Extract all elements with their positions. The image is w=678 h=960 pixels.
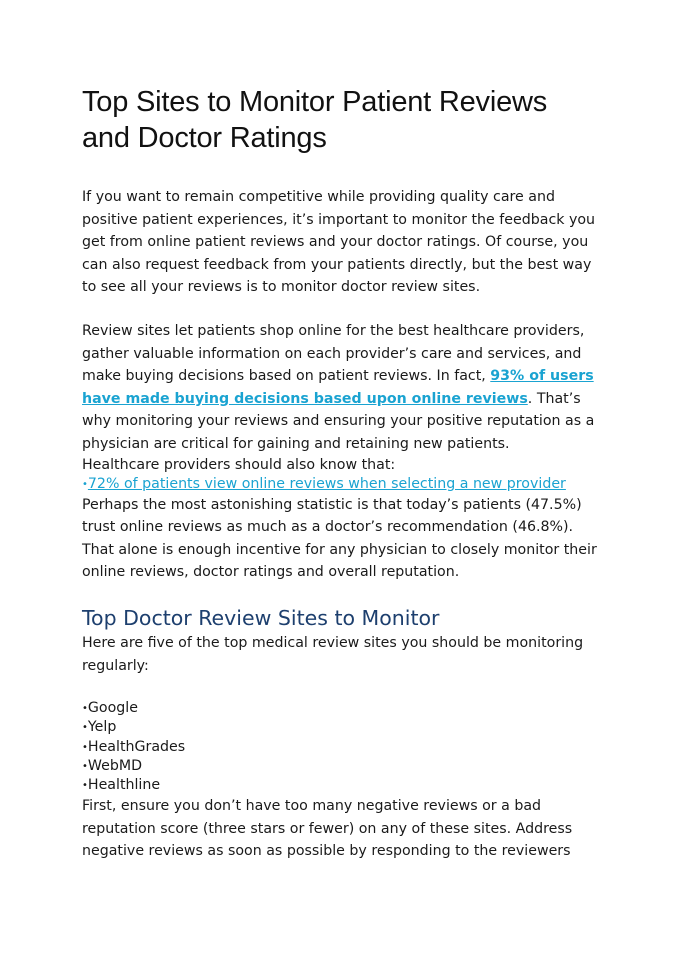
list-item (82, 757, 602, 776)
page-title: Top Sites to Monitor Patient Reviews and Doctor Ratings (82, 86, 548, 154)
list-bullet: • (82, 741, 88, 753)
list-bullet: • (82, 779, 88, 791)
site-label: HealthGrades (87, 738, 186, 755)
list-item (82, 776, 602, 795)
section-heading: Top Doctor Review Sites to Monitor (82, 605, 440, 630)
list-bullet: • (82, 722, 88, 734)
buying-decisions-link[interactable]: have made buying decisions based upon online reviews (82, 390, 528, 407)
know-that-line: Healthcare providers should also know that: (82, 456, 396, 473)
patients-view-reviews-link[interactable]: 72% of patients view online reviews when selecting a new provider (87, 475, 566, 492)
site-label: Yelp (87, 719, 117, 736)
list-bullet: • (82, 760, 88, 772)
review-sites-text-after: . That’s why monitoring your reviews and ensuring your positive reputation as a physician are critical for gaining and retaining new patients. (82, 390, 595, 452)
review-sites-paragraph (82, 320, 602, 456)
list-bullet: • (82, 703, 88, 715)
astonishing-paragraph: Perhaps the most astonishing statistic is that today’s patients (47.5%) trust online reviews as much as a doctor’s recommendation (46.8%). That alone is enough incentive for any physician to closely monitor their online reviews, doctor ratings and overall reputation. (82, 496, 597, 581)
site-label: WebMD (87, 757, 143, 774)
site-label: Google (87, 700, 138, 717)
site-label: Healthline (87, 776, 161, 793)
list-item (82, 738, 602, 757)
stat-bullet-line (82, 475, 602, 494)
document-page (82, 84, 602, 863)
list-item (82, 718, 602, 737)
intro-paragraph: If you want to remain competitive while providing quality care and positive patient experiences, it’s important to monitor the feedback you get from online patient reviews and your doctor ratings. Of course, you can also request feedback from your patients directly, but the best way to see all your reviews is to monitor doctor review sites. (82, 189, 596, 296)
closing-paragraph: First, ensure you don’t have too many negative reviews or a bad reputation score (three stars or fewer) on any of these sites. Address negative reviews as soon as possible by responding to the reviewers (82, 798, 573, 860)
list-item (82, 699, 602, 718)
section-intro: Here are five of the top medical review sites you should be monitoring regularly: (82, 634, 584, 674)
review-sites-list (82, 699, 602, 795)
stat-bullet: • (82, 478, 88, 490)
review-sites-text-before: Review sites let patients shop online for the best healthcare providers, gather valuable information on each provider’s care and services, and make buying decisions based on patient reviews. In fact, (82, 322, 585, 385)
users-stat-link[interactable]: 93% of users (490, 368, 594, 385)
